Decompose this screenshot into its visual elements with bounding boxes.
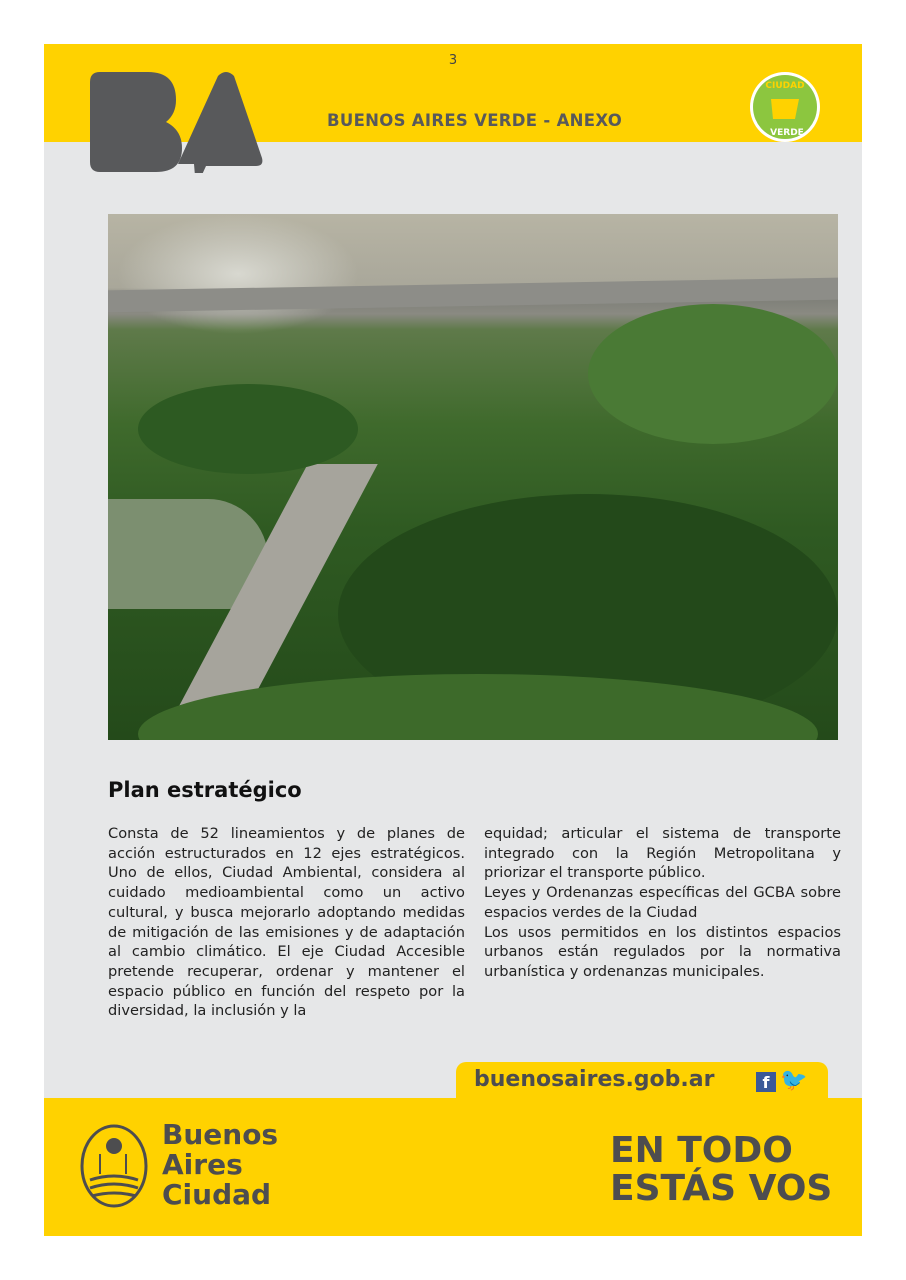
website-tab bbox=[456, 1062, 828, 1102]
paragraph: equidad; articular el sistema de transporte integrado con la Región Metropolitana y priorizar el transporte público. bbox=[484, 825, 841, 882]
text-column-left bbox=[108, 824, 465, 1021]
brand-line: Aires bbox=[162, 1148, 243, 1181]
aerial-park-photo bbox=[108, 214, 838, 740]
brand-line: Buenos bbox=[162, 1118, 279, 1151]
city-seal-icon bbox=[80, 1124, 148, 1212]
slogan bbox=[610, 1132, 832, 1208]
buenos-aires-ciudad-brand bbox=[162, 1120, 278, 1210]
brand-line: Ciudad bbox=[162, 1178, 272, 1211]
paragraph: Los usos permitidos en los distintos espacios urbanos están regulados por la normativa urbanística y ordenanzas municipales. bbox=[484, 923, 841, 980]
page-panel bbox=[44, 44, 862, 1236]
svg-text:VERDE: VERDE bbox=[770, 128, 804, 138]
ba-logo-icon bbox=[86, 68, 266, 177]
text-column-right bbox=[484, 824, 841, 982]
slogan-line: ESTÁS VOS bbox=[610, 1168, 833, 1209]
section-heading: Plan estratégico bbox=[108, 778, 302, 802]
tree-cluster bbox=[588, 304, 838, 444]
ciudad-verde-badge-icon bbox=[749, 71, 821, 147]
header-title: BUENOS AIRES VERDE - ANEXO bbox=[327, 111, 623, 130]
footer-band bbox=[44, 1098, 862, 1236]
slogan-line: EN TODO bbox=[610, 1130, 793, 1171]
twitter-icon[interactable]: 🐦 bbox=[780, 1068, 808, 1093]
facebook-icon[interactable]: f bbox=[756, 1072, 776, 1092]
paragraph: Consta de 52 lineamientos y de planes de acción estructurados en 12 ejes estratégicos. Uno de ellos, Ciudad Ambiental, considera al cuidado medioambiental como un activo cultural, y busca mejorarlo adoptando medidas de mitigación de las emisiones y de adaptación al cambio climático. El eje Ciudad Accesible pretende recuperar, ordenar y mantener el espacio público en función del respeto por la diversidad, la inclusión y la bbox=[108, 825, 465, 1020]
svg-text:CIUDAD: CIUDAD bbox=[765, 81, 805, 91]
page-number: 3 bbox=[448, 53, 458, 68]
website-link[interactable]: buenosaires.gob.ar bbox=[474, 1067, 715, 1092]
paragraph: Leyes y Ordenanzas específicas del GCBA sobre espacios verdes de la Ciudad bbox=[484, 884, 841, 921]
tree-cluster bbox=[138, 384, 358, 474]
